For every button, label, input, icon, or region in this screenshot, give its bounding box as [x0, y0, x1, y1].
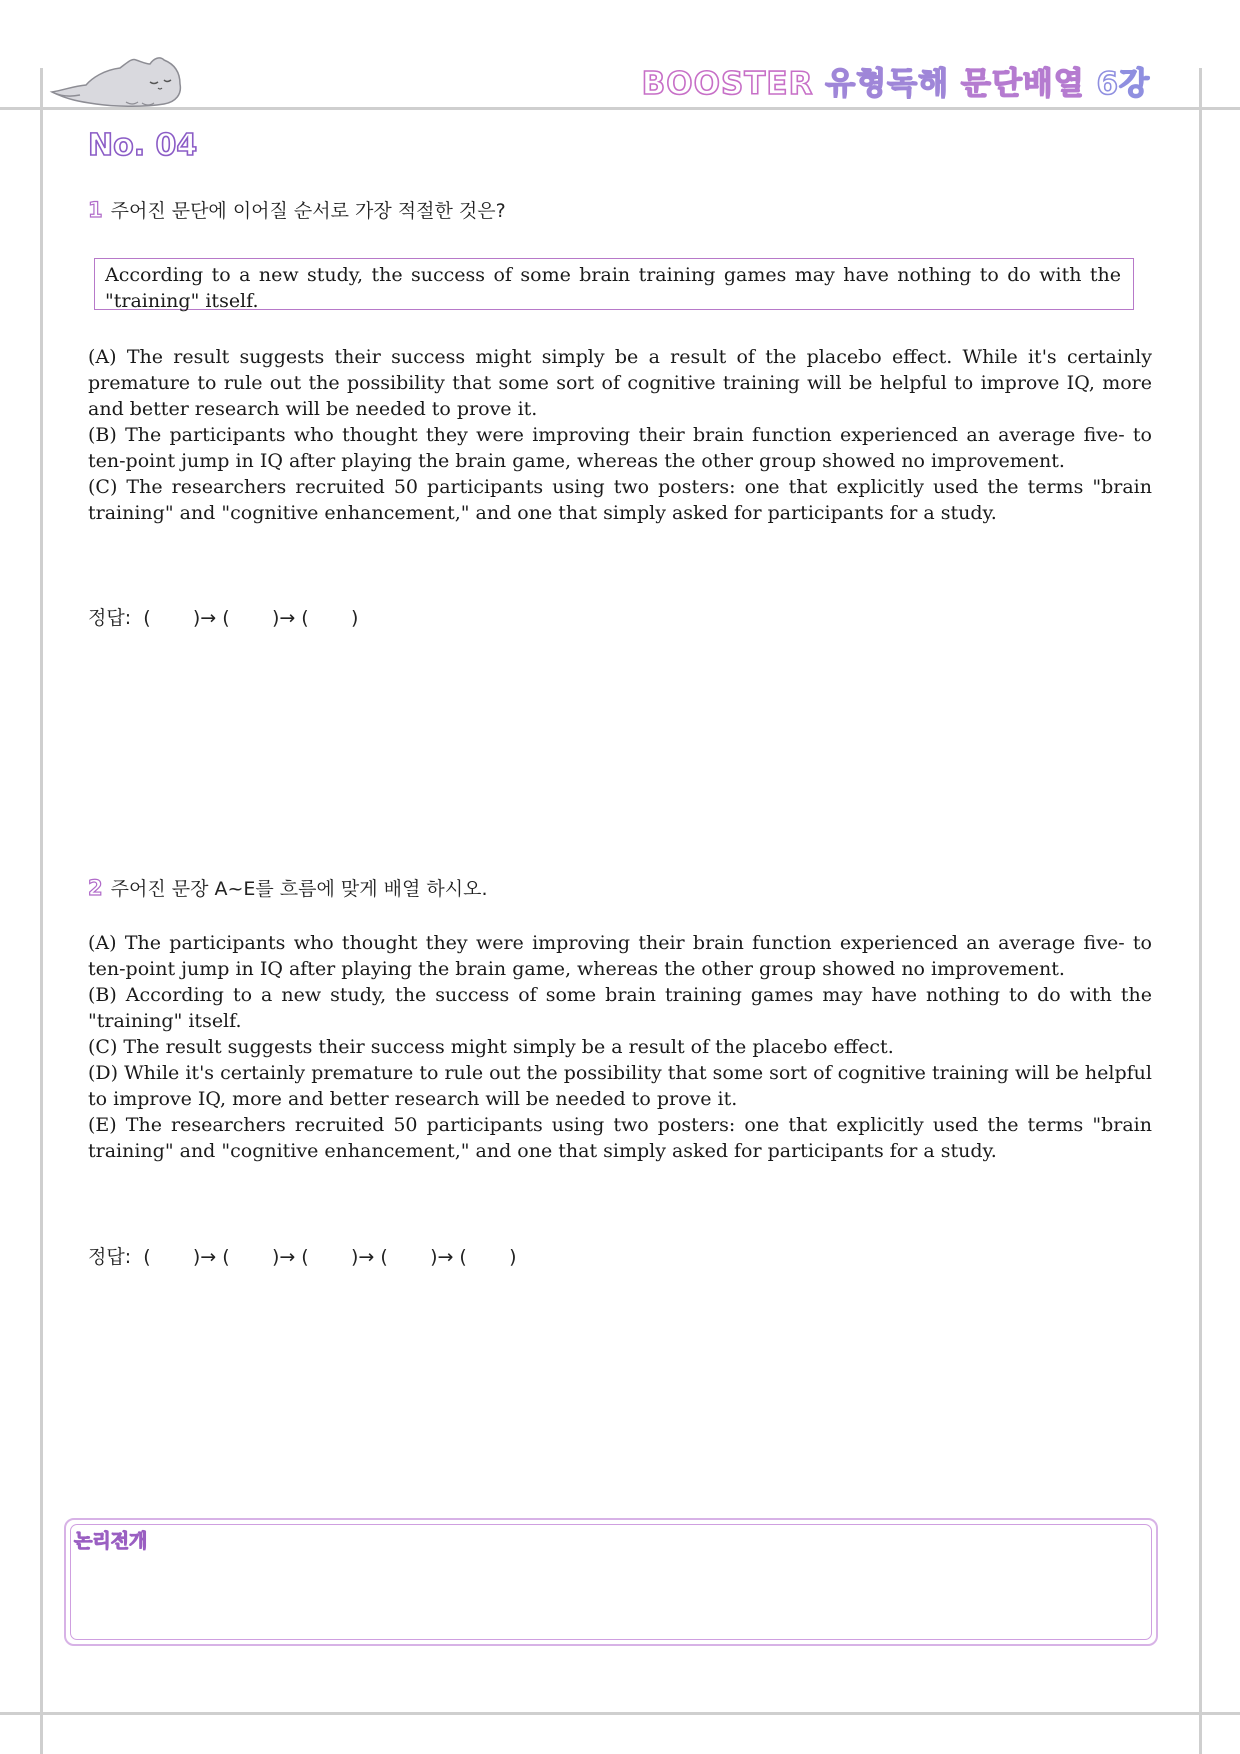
- header-word-1: BOOSTER: [641, 66, 814, 102]
- booster-header-title: [642, 58, 1150, 103]
- question-1-prompt: 주어진 문단에 이어질 순서로 가장 적절한 것은?: [110, 200, 506, 222]
- sentence-b: (B) According to a new study, the success of some brain training games may have nothing to do with the "training" itself.: [88, 984, 1152, 1032]
- question-2-answer-blanks[interactable]: 정답: ( )→ ( )→ ( )→ ( )→ ( ): [88, 1246, 517, 1268]
- header-rule: [0, 107, 1240, 110]
- memo-label: 논리전개: [74, 1530, 148, 1552]
- right-margin-rule: [1199, 68, 1202, 1754]
- problem-number-label: No. 04: [88, 128, 198, 163]
- given-paragraph-text: According to a new study, the success of some brain training games may have nothing to do with the "training" itself.: [105, 264, 1121, 312]
- sentence-a: (A) The participants who thought they were improving their brain function experienced an average five- to ten-point jump in IQ after playing the brain game, whereas the other group showed no improvement.: [88, 932, 1152, 980]
- memo-inner-border: [70, 1524, 1152, 1640]
- paragraph-a: (A) The result suggests their success might simply be a result of the placebo effect. While it's certainly premature to rule out the possibility that some sort of cognitive training will be helpful to improve IQ, more and better research will be needed to prove it.: [88, 346, 1152, 420]
- question-1-title: [88, 196, 506, 223]
- sentence-e: (E) The researchers recruited 50 participants using two posters: one that explicitly used the terms "brain training" and "cognitive enhancement," and one that simply asked for participants for a study.: [88, 1114, 1152, 1162]
- given-paragraph-box: [94, 258, 1134, 310]
- paragraph-c: (C) The researchers recruited 50 participants using two posters: one that explicitly used the terms "brain training" and "cognitive enhancement," and one that simply asked for participants for a study.: [88, 476, 1152, 524]
- question-1-paragraphs: [88, 344, 1152, 526]
- header-word-2: 유형독해: [825, 66, 950, 102]
- sentence-c: (C) The result suggests their success might simply be a result of the placebo effect.: [88, 1036, 894, 1058]
- header-word-4: 6강: [1096, 66, 1150, 102]
- left-margin-rule: [40, 68, 43, 1754]
- question-1-answer-blanks[interactable]: 정답: ( )→ ( )→ ( ): [88, 607, 359, 629]
- logic-flow-memo-box[interactable]: [64, 1518, 1158, 1646]
- question-2-prompt: 주어진 문장 A~E를 흐름에 맞게 배열 하시오.: [110, 878, 488, 900]
- question-2-number: 2: [88, 876, 103, 900]
- header-word-3: 문단배열: [960, 66, 1085, 102]
- question-2-sentences: [88, 930, 1152, 1164]
- sentence-d: (D) While it's certainly premature to rule out the possibility that some sort of cognitive training will be helpful to improve IQ, more and better research will be needed to prove it.: [88, 1062, 1152, 1110]
- question-1-number: 1: [88, 198, 103, 222]
- paragraph-b: (B) The participants who thought they were improving their brain function experienced an average five- to ten-point jump in IQ after playing the brain game, whereas the other group showed no improvement.: [88, 424, 1152, 472]
- footer-rule: [0, 1712, 1240, 1715]
- sleeping-cat-icon: [46, 52, 186, 110]
- question-2-title: [88, 874, 488, 901]
